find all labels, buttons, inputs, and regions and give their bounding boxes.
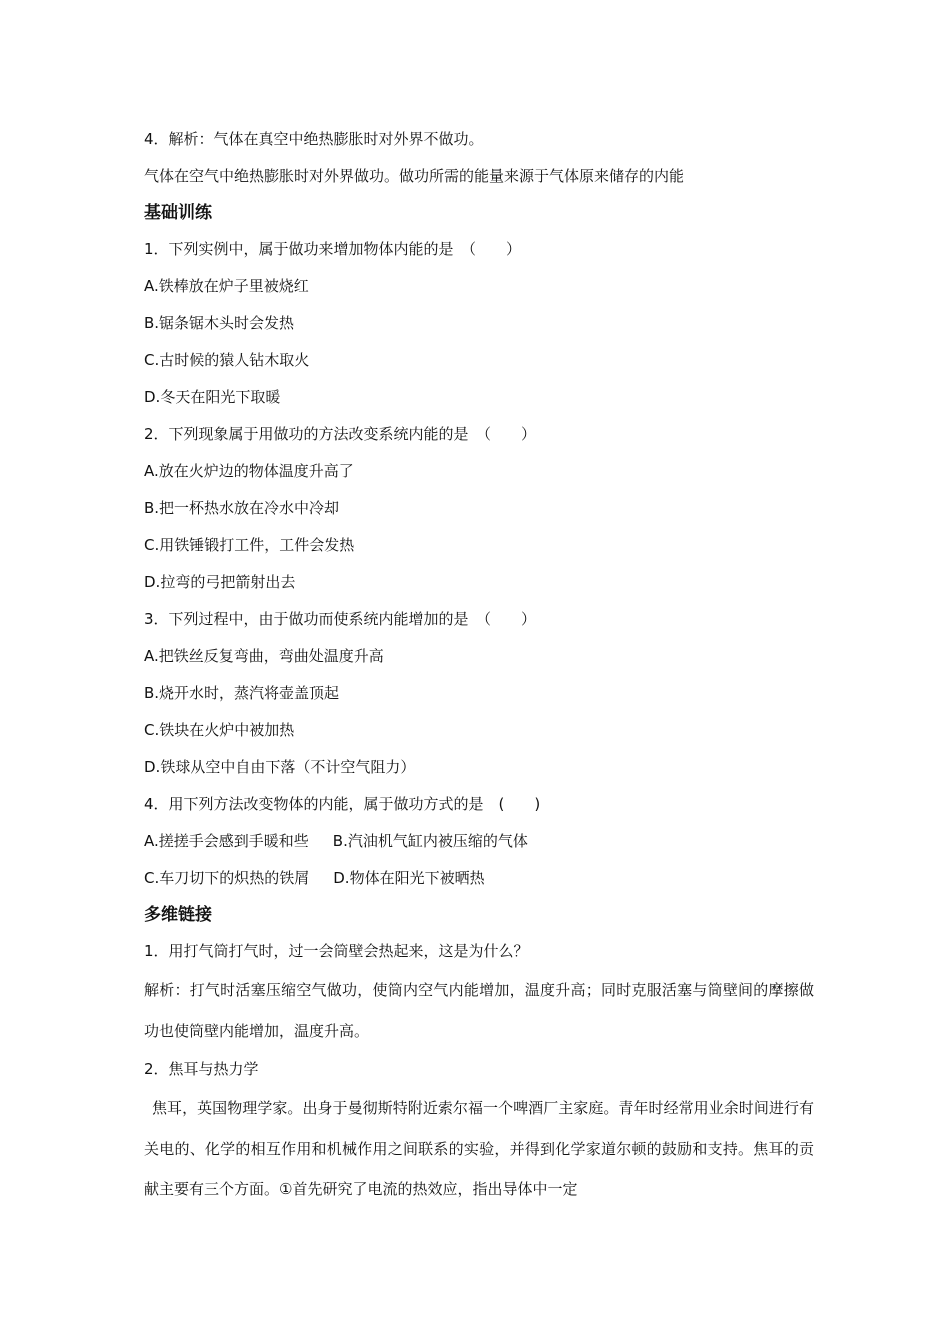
question-1-option-d: D.冬天在阳光下取暖 (144, 388, 281, 406)
question-4-option-b: B.汽油机气缸内被压缩的气体 (332, 832, 528, 850)
question-1-option-a: A.铁棒放在炉子里被烧红 (144, 277, 309, 295)
question-4-option-c: C.车刀切下的炽热的铁屑 (144, 869, 310, 887)
analysis-line-1: 4．解析：气体在真空中绝热膨胀时对外界不做功。 (144, 130, 484, 148)
question-2-option-d: D.拉弯的弓把箭射出去 (144, 573, 296, 591)
question-4-stem: 4．用下列方法改变物体的内能，属于做功方式的是 ( ) (144, 795, 541, 813)
question-4-option-d: D.物体在阳光下被晒热 (333, 869, 485, 887)
section-heading-multi-link: 多维链接 (144, 905, 212, 925)
link-1-answer: 解析：打气时活塞压缩空气做功，使筒内空气内能增加，温度升高；同时克服活塞与筒壁间的摩擦做功也使筒壁内能增加，温度升高。 (144, 981, 814, 1040)
question-3-option-c: C.铁块在火炉中被加热 (144, 721, 295, 739)
question-1-stem: 1．下列实例中，属于做功来增加物体内能的是 （ ） (144, 240, 522, 258)
question-1-option-b: B.锯条锯木头时会发热 (144, 314, 295, 332)
link-1-question: 1．用打气筒打气时，过一会筒壁会热起来，这是为什么？ (144, 942, 529, 960)
link-2-title: 2．焦耳与热力学 (144, 1060, 259, 1078)
link-2-body: 焦耳，英国物理学家。出身于曼彻斯特附近索尔福一个啤酒厂主家庭。青年时经常用业余时间进行有关电的、化学的相互作用和机械作用之间联系的实验，并得到化学家道尔顿的鼓励和支持。焦耳的贡献主要有三个方面。①首先研究了电流的热效应，指出导体中一定 (144, 1099, 814, 1198)
document-body (144, 121, 814, 1210)
question-3-option-a: A.把铁丝反复弯曲，弯曲处温度升高 (144, 647, 384, 665)
section-heading-basic-training: 基础训练 (144, 203, 212, 223)
question-4-options-row-1 (144, 823, 814, 860)
analysis-line-2: 气体在空气中绝热膨胀时对外界做功。做功所需的能量来源于气体原来储存的内能 (144, 167, 685, 185)
question-3-option-d: D.铁球从空中自由下落（不计空气阻力） (144, 758, 416, 776)
question-1-option-c: C.古时候的猿人钻木取火 (144, 351, 310, 369)
question-2-option-c: C.用铁锤锻打工件，工件会发热 (144, 536, 355, 554)
question-2-option-b: B.把一杯热水放在冷水中冷却 (144, 499, 340, 517)
question-3-option-b: B.烧开水时，蒸汽将壶盖顶起 (144, 684, 340, 702)
question-3-stem: 3．下列过程中，由于做功而使系统内能增加的是 （ ） (144, 610, 537, 628)
question-4-options-row-2 (144, 860, 814, 897)
question-4-option-a: A.搓搓手会感到手暖和些 (144, 832, 309, 850)
question-2-option-a: A.放在火炉边的物体温度升高了 (144, 462, 354, 480)
question-2-stem: 2．下列现象属于用做功的方法改变系统内能的是 （ ） (144, 425, 537, 443)
